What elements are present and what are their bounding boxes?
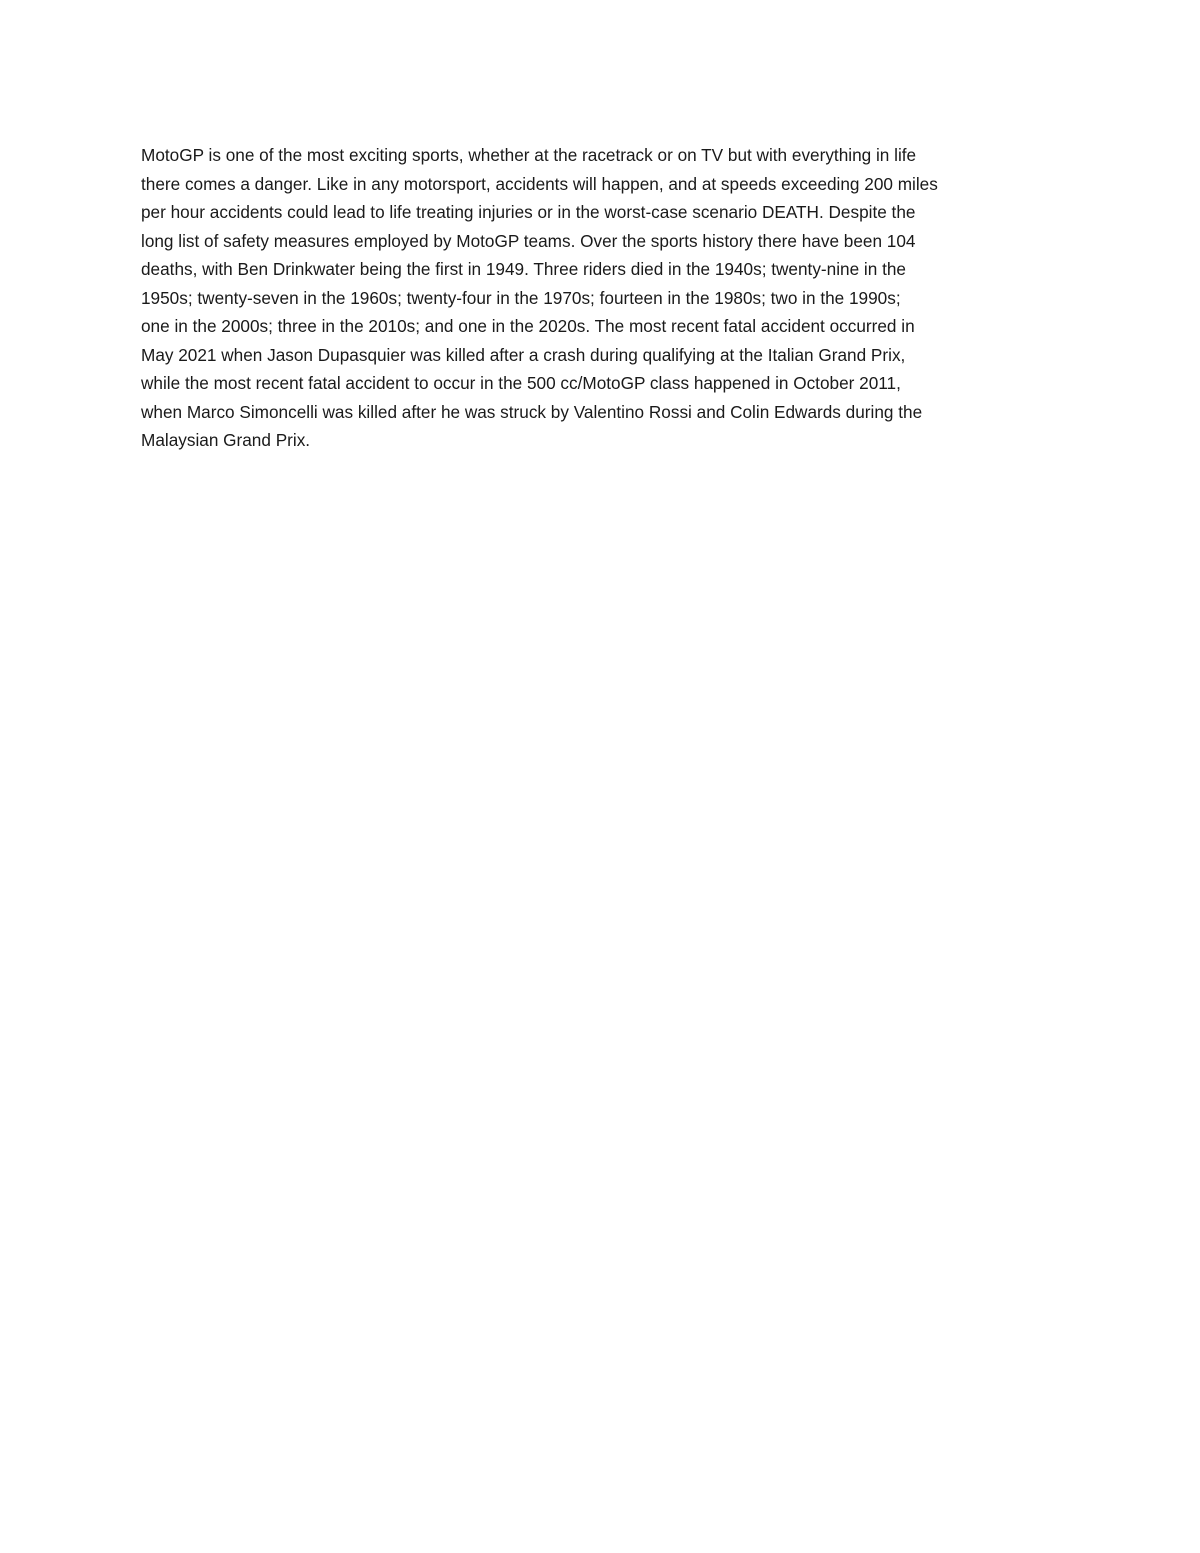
paragraph-line: long list of safety measures employed by MotoGP teams. Over the sports history there have been 104 [141,230,916,251]
paragraph-line: there comes a danger. Like in any motorsport, accidents will happen, and at speeds exceeding 200 miles [141,173,938,194]
paragraph-line: when Marco Simoncelli was killed after he was struck by Valentino Rossi and Colin Edwards during the [141,401,923,422]
paragraph-line: one in the 2000s; three in the 2010s; and one in the 2020s. The most recent fatal accident occurred in [141,316,915,336]
body-paragraph [141,141,1061,455]
paragraph-line: May 2021 when Jason Dupasquier was killed after a crash during qualifying at the Italian Grand Prix, [141,344,906,365]
paragraph-line: per hour accidents could lead to life treating injuries or in the worst-case scenario DEATH. Despite the [141,202,916,222]
paragraph-line: while the most recent fatal accident to occur in the 500 cc/MotoGP class happened in October 2011, [141,373,901,393]
paragraph-line: MotoGP is one of the most exciting sports, whether at the racetrack or on TV but with everything in life [141,145,917,165]
paragraph-line: 1950s; twenty-seven in the 1960s; twenty-four in the 1970s; fourteen in the 1980s; two in the 1990s; [141,287,901,308]
paragraph-line: deaths, with Ben Drinkwater being the first in 1949. Three riders died in the 1940s; twenty-nine in the [141,259,906,279]
paragraph-line: Malaysian Grand Prix. [141,430,311,450]
